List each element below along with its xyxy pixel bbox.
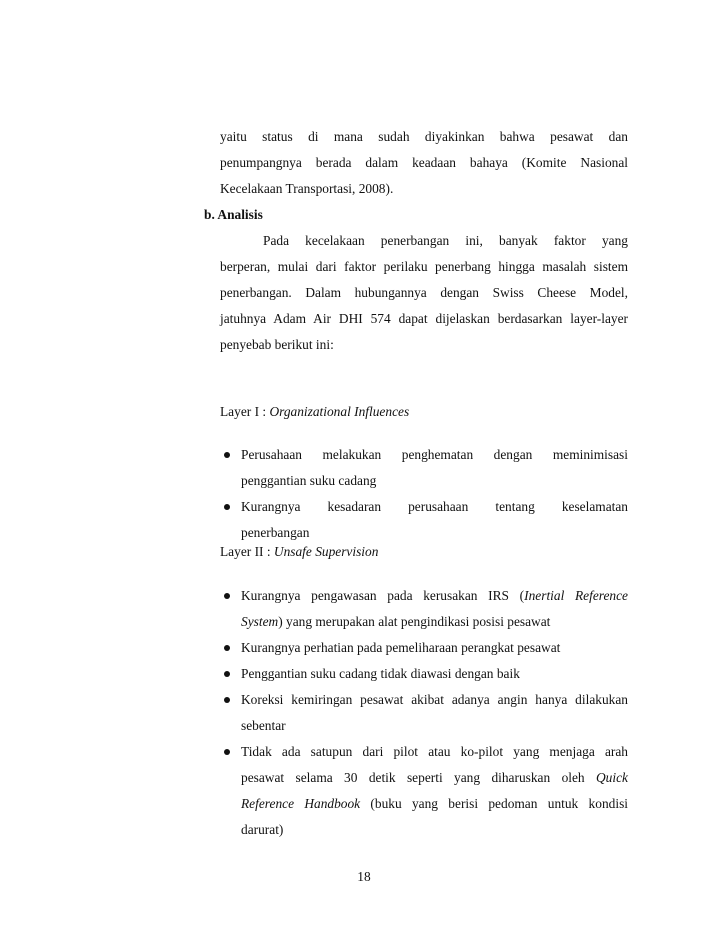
layer-1-title — [220, 399, 409, 425]
layer-1-list — [220, 442, 628, 546]
text-line: jatuhnya Adam Air DHI 574 dapat dijelaskan berdasarkan layer-layer — [220, 311, 628, 326]
list-item — [220, 442, 628, 494]
text-line: darurat) — [241, 822, 284, 837]
text-line: sebentar — [241, 718, 286, 733]
text-line — [241, 765, 628, 791]
list-item — [220, 661, 628, 687]
text-line: penerbangan — [241, 525, 310, 540]
bullet-icon — [224, 593, 230, 599]
italic-term: System — [241, 614, 279, 629]
text-line: penggantian suku cadang — [241, 473, 377, 488]
continued-paragraph — [220, 124, 628, 202]
text-line: Kurangnya kesadaran perusahaan tentang keselamatan — [241, 499, 628, 514]
list-item — [220, 687, 628, 739]
text-line: berperan, mulai dari faktor perilaku penerbang hingga masalah sistem — [220, 259, 628, 274]
text-line: Tidak ada satupun dari pilot atau ko-pilot yang menjaga arah — [241, 744, 628, 759]
page-number: 18 — [357, 869, 371, 884]
list-item — [220, 583, 628, 635]
text-line: Perusahaan melakukan penghematan dengan meminimisasi — [241, 447, 628, 462]
layer-2-prefix: Layer II : — [220, 544, 274, 559]
text-line: penerbangan. Dalam hubungannya dengan Swiss Cheese Model, — [220, 285, 628, 300]
layer-2-name: Unsafe Supervision — [273, 544, 379, 559]
text-line — [241, 791, 628, 817]
bullet-icon — [224, 749, 230, 755]
text-line — [241, 583, 628, 609]
analysis-paragraph — [220, 228, 628, 358]
text-line: Pada kecelakaan penerbangan ini, banyak faktor yang — [263, 233, 628, 248]
text-line: Kecelakaan Transportasi, 2008). — [220, 181, 394, 196]
text-span: pesawat selama 30 detik seperti yang diharuskan oleh — [241, 770, 597, 785]
text-line: Koreksi kemiringan pesawat akibat adanya angin hanya dilakukan — [241, 692, 628, 707]
text-line: Kurangnya perhatian pada pemeliharaan perangkat pesawat — [241, 640, 561, 655]
layer-2-list — [220, 583, 628, 843]
layer-1-prefix: Layer I : — [220, 404, 270, 419]
text-line: yaitu status di mana sudah diyakinkan bahwa pesawat dan — [220, 129, 628, 144]
italic-term: Inertial Reference — [524, 588, 629, 603]
text-line: Penggantian suku cadang tidak diawasi dengan baik — [241, 666, 520, 681]
bullet-icon — [224, 645, 230, 651]
layer-1-name: Organizational Influences — [269, 404, 410, 419]
section-heading: b. Analisis — [204, 207, 263, 222]
text-span: ) yang merupakan alat pengindikasi posisi pesawat — [278, 614, 551, 629]
text-line — [241, 609, 628, 635]
text-line: penyebab berikut ini: — [220, 337, 334, 352]
bullet-icon — [224, 671, 230, 677]
bullet-icon — [224, 697, 230, 703]
italic-term: Reference Handbook — [241, 796, 361, 811]
list-item — [220, 739, 628, 843]
text-span: (buku yang berisi pedoman untuk kondisi — [360, 796, 628, 811]
bullet-icon — [224, 504, 230, 510]
italic-term: Quick — [596, 770, 628, 785]
text-span: Kurangnya pengawasan pada kerusakan IRS ( — [241, 588, 525, 603]
bullet-icon — [224, 452, 230, 458]
text-line: penumpangnya berada dalam keadaan bahaya (Komite Nasional — [220, 155, 628, 170]
list-item — [220, 635, 628, 661]
layer-2-title — [220, 539, 378, 565]
